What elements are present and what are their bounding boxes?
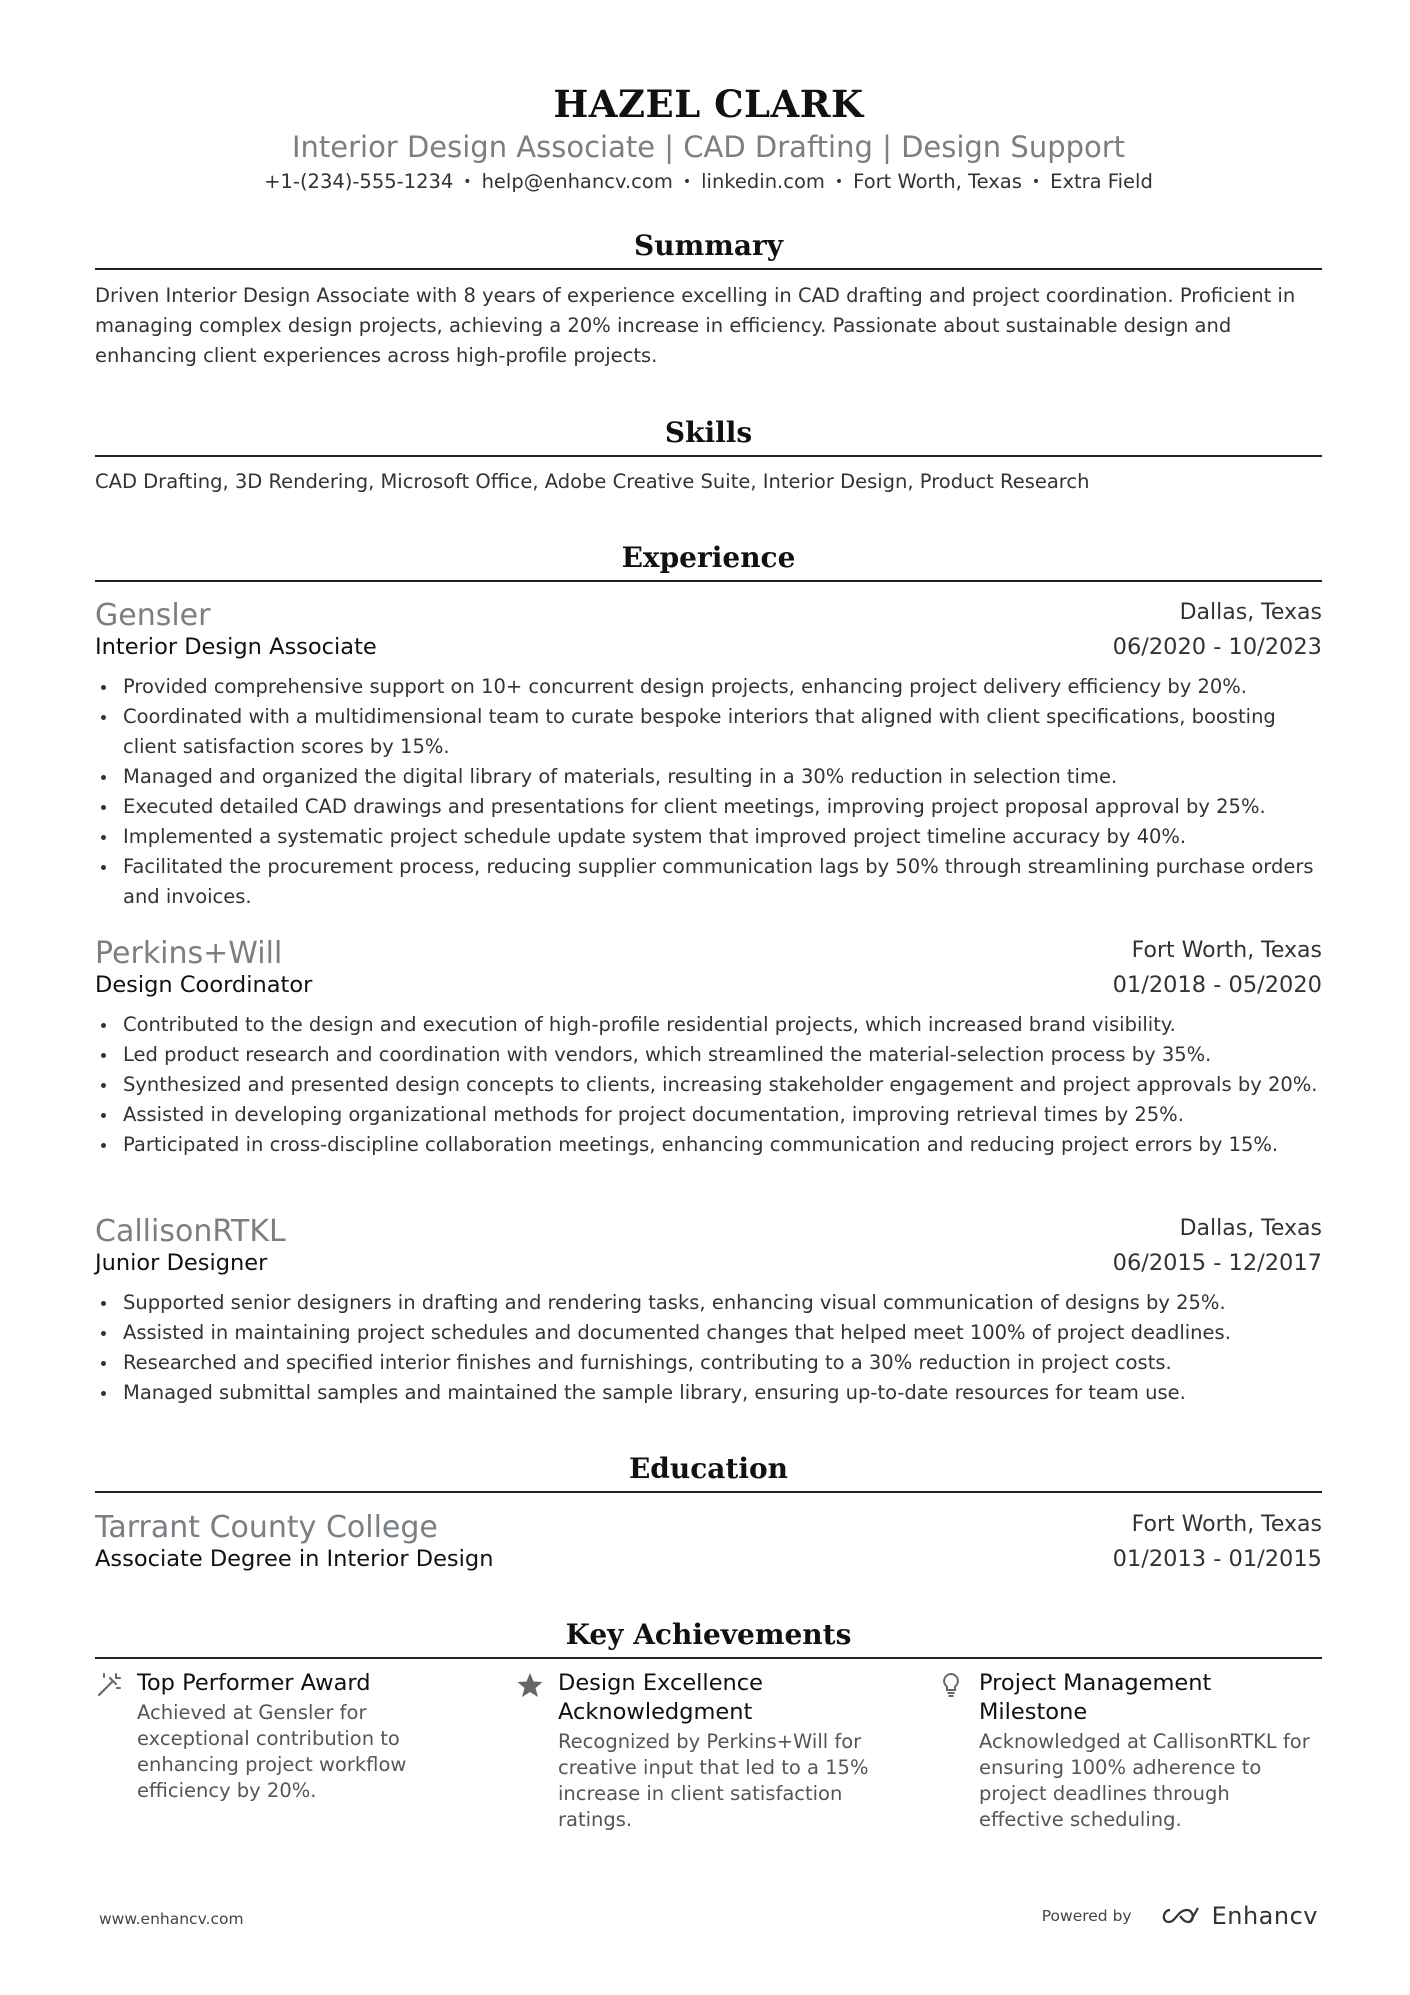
education-dates: 01/2013 - 01/2015 [1112, 1546, 1322, 1572]
magic-wand-icon [95, 1671, 123, 1699]
school-name: Tarrant County College [95, 1510, 438, 1545]
degree-name: Associate Degree in Interior Design [95, 1546, 494, 1572]
star-icon [516, 1671, 544, 1699]
achievement-description: Recognized by Perkins+Will for creative input that led to a 15% increase in client satisfaction ratings. [558, 1730, 869, 1831]
candidate-tagline: Interior Design Associate | CAD Drafting | Design Support [291, 130, 1126, 164]
job-dates: 06/2015 - 12/2017 [1112, 1250, 1322, 1276]
summary-heading: Summary [634, 229, 783, 262]
job-bullet: Led product research and coordination with vendors, which streamlined the material-selection process by 35%. [95, 1040, 1322, 1070]
summary-text: Driven Interior Design Associate with 8 years of experience excelling in CAD drafting and project coordination. Proficient in managing complex design projects, achieving a 20% increase in efficiency. Passionate about sustainable design and enhancing client experiences across high-profile projects. [95, 284, 1296, 367]
achievement-title: Top Performer Award [137, 1670, 371, 1696]
section-divider [95, 268, 1322, 270]
education-entry [95, 1510, 1322, 1582]
job-bullet: Facilitated the procurement process, reducing supplier communication lags by 50% through streamlining purchase orders and invoices. [95, 852, 1322, 912]
skills-section [95, 411, 1322, 497]
experience-heading: Experience [621, 541, 796, 574]
achievement-title: Project Management Milestone [979, 1670, 1212, 1725]
company-name: Perkins+Will [95, 936, 283, 971]
job-bullet: Executed detailed CAD drawings and presentations for client meetings, improving project proposal approval by 25%. [95, 792, 1322, 822]
footer-website[interactable]: www.enhancv.com [99, 1910, 244, 1928]
separator-dot: • [1031, 174, 1041, 190]
separator-dot: • [682, 174, 692, 190]
enhancv-logo-icon [1158, 1904, 1204, 1928]
skills-heading: Skills [664, 416, 753, 449]
contact-line [95, 170, 1322, 193]
job-entry-perkins-will [95, 936, 1322, 1160]
lightbulb-icon [937, 1671, 965, 1699]
job-bullet: Managed and organized the digital library of materials, resulting in a 30% reduction in selection time. [95, 762, 1322, 792]
section-divider [95, 455, 1322, 457]
job-bullets [95, 1288, 1322, 1408]
job-bullet: Supported senior designers in drafting and rendering tasks, enhancing visual communication of designs by 25%. [95, 1288, 1322, 1318]
company-name: Gensler [95, 598, 211, 633]
candidate-name: HAZEL CLARK [553, 82, 864, 126]
job-title: Design Coordinator [95, 972, 313, 998]
job-bullet: Researched and specified interior finishes and furnishings, contributing to a 30% reduction in project costs. [95, 1348, 1322, 1378]
achievements-heading: Key Achievements [565, 1618, 852, 1651]
section-divider [95, 1491, 1322, 1493]
job-bullet: Assisted in maintaining project schedules and documented changes that helped meet 100% of project deadlines. [95, 1318, 1322, 1348]
summary-section [95, 224, 1322, 371]
contact-location: Fort Worth, Texas [853, 170, 1022, 193]
achievement-title: Design Excellence Acknowledgment [558, 1670, 764, 1725]
job-dates: 01/2018 - 05/2020 [1112, 972, 1322, 998]
job-bullet: Participated in cross-discipline collaboration meetings, enhancing communication and reducing project errors by 15%. [95, 1130, 1322, 1160]
job-location: Dallas, Texas [1179, 600, 1322, 625]
school-location: Fort Worth, Texas [1131, 1512, 1322, 1537]
job-location: Dallas, Texas [1179, 1216, 1322, 1241]
contact-extra-field: Extra Field [1050, 170, 1153, 193]
contact-email[interactable]: help@enhancv.com [481, 170, 673, 193]
section-divider [95, 580, 1322, 582]
achievement-item [95, 1669, 475, 1804]
separator-dot: • [834, 174, 844, 190]
job-location: Fort Worth, Texas [1131, 938, 1322, 963]
separator-dot: • [463, 174, 472, 190]
footer-branding [1042, 1902, 1318, 1930]
job-bullets [95, 672, 1322, 912]
achievement-item [516, 1669, 896, 1833]
company-name: CallisonRTKL [95, 1214, 286, 1249]
job-bullets [95, 1010, 1322, 1160]
skills-text: CAD Drafting, 3D Rendering, Microsoft Office, Adobe Creative Suite, Interior Design, Product Research [95, 470, 1090, 493]
achievements-section [95, 1613, 1322, 1859]
achievement-description: Acknowledged at CallisonRTKL for ensuring 100% adherence to project deadlines through effective scheduling. [979, 1730, 1310, 1831]
job-entry-gensler [95, 598, 1322, 912]
brand-name[interactable]: Enhancv [1211, 1902, 1318, 1930]
education-section [95, 1447, 1322, 1493]
experience-section [95, 536, 1322, 582]
contact-phone[interactable]: +1-(234)-555-1234 [264, 170, 454, 193]
job-bullet: Implemented a systematic project schedule update system that improved project timeline accuracy by 40%. [95, 822, 1322, 852]
achievements-grid [95, 1669, 1322, 1859]
contact-linkedin[interactable]: linkedin.com [701, 170, 825, 193]
job-entry-callisonrtkl [95, 1214, 1322, 1408]
job-bullet: Managed submittal samples and maintained the sample library, ensuring up-to-date resources for team use. [95, 1378, 1322, 1408]
job-bullet: Coordinated with a multidimensional team to curate bespoke interiors that aligned with client specifications, boosting client satisfaction scores by 15%. [95, 702, 1322, 762]
job-dates: 06/2020 - 10/2023 [1112, 634, 1322, 660]
section-divider [95, 1657, 1322, 1659]
job-title: Interior Design Associate [95, 634, 377, 660]
job-bullet: Provided comprehensive support on 10+ concurrent design projects, enhancing project delivery efficiency by 20%. [95, 672, 1322, 702]
achievement-item [937, 1669, 1317, 1833]
job-bullet: Synthesized and presented design concepts to clients, increasing stakeholder engagement and project approvals by 20%. [95, 1070, 1322, 1100]
achievement-description: Achieved at Gensler for exceptional contribution to enhancing project workflow efficiency by 20%. [137, 1701, 407, 1802]
job-title: Junior Designer [95, 1250, 268, 1276]
job-bullet: Assisted in developing organizational methods for project documentation, improving retrieval times by 25%. [95, 1100, 1322, 1130]
education-heading: Education [628, 1452, 789, 1485]
powered-by-label: Powered by [1041, 1907, 1132, 1925]
job-bullet: Contributed to the design and execution of high-profile residential projects, which increased brand visibility. [95, 1010, 1322, 1040]
